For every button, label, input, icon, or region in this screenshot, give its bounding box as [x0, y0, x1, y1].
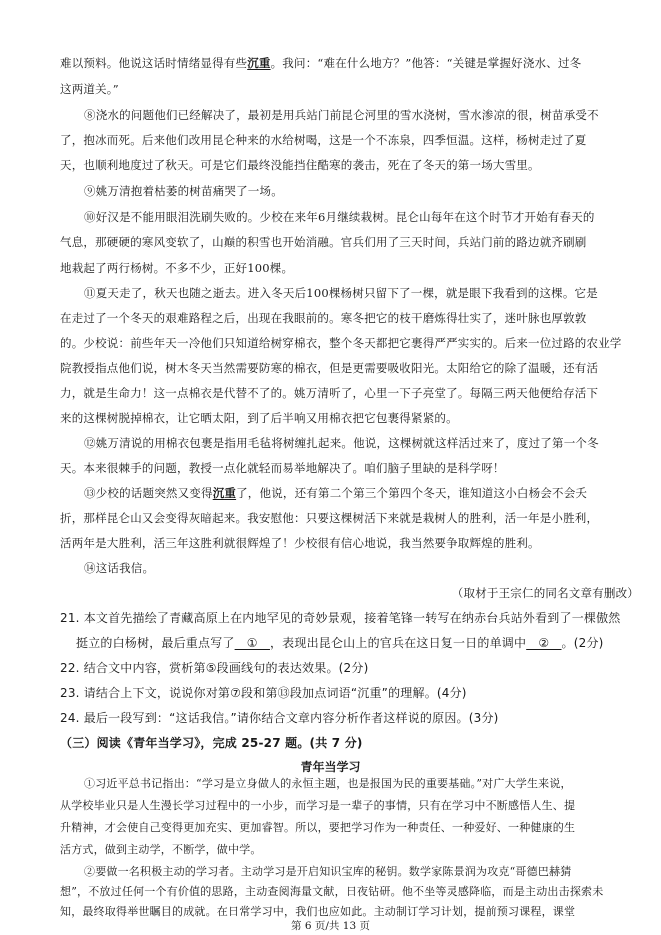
- story-line: 力，就是生命力！这一点棉衣是代替不了的。姚万清听了，心里一下子亮堂了。每隔三两天他便给存活下: [60, 386, 599, 400]
- article-line: 活方式，做到主动学，不断学，做中学。: [60, 843, 262, 856]
- story-line: 的。少校说：前些年天一冷他们只知道给树穿棉衣，整个冬天都把它裹得严严实实的。后来一位过路的农业学: [60, 336, 622, 350]
- story-line: 在走过了一个冬天的艰难路程之后，出现在我眼前的。寒冬把它的枝干磨炼得壮实了，迷叶脉也厚敦敦: [60, 311, 587, 325]
- story-line: 折，那样昆仑山又会变得灰暗起来。我安慰他：只要这棵树活下来就是栽树人的胜利，活一年是小胜利，: [60, 511, 599, 525]
- section-heading: （三）阅读《青年当学习》，完成 25-27 题。(共 7 分): [60, 736, 363, 750]
- story-line: [60, 56, 581, 70]
- emphasized-word: 沉重: [247, 56, 271, 70]
- story-line: 天。本来很棘手的问题，教授一点化就轻而易举地解决了。咱们脑子里缺的是科学呀！: [60, 461, 505, 475]
- answer-blank-2[interactable]: ②: [526, 636, 562, 650]
- story-line: 了，抱冰而死。后来他们改用昆仑种来的水给树喝，这是一个不冻泉，四季恒温。这样，杨树走过了夏: [60, 133, 587, 147]
- article-line: 从学校毕业只是人生漫长学习过程中的一小步，而学习是一辈子的事情，只有在学习中不断感悟人生、提: [60, 799, 576, 812]
- story-text: 难以预料。他说这话时情绪显得有些: [60, 56, 248, 70]
- page-footer: 第 6 页/共 13 页: [291, 920, 370, 932]
- article-line: ②要做一名积极主动的学习者。主动学习是开启知识宝库的秘钥。数学家陈景润为攻克“哥德巴赫猜: [84, 865, 572, 878]
- story-line: 活两年是大胜利，活三年这胜利就很辉煌了！少校很有信心地说，我当然要争取辉煌的胜利。: [60, 536, 540, 550]
- question-text: 挺立的白杨树，最后重点写了: [76, 636, 235, 650]
- article-title: 青年当学习: [300, 760, 361, 774]
- question-text: ，表现出昆仑山上的官兵在这日复一日的单调中: [269, 636, 527, 650]
- story-text: 了，他说，还有第二个第三个第四个冬天，谁知道这小白杨会不会夭: [236, 486, 588, 500]
- story-line: 天，也顺利地度过了秋天。可是它们最终没能挡住酷寒的袭击，死在了冬天的第一场大雪里。: [60, 158, 540, 172]
- question-21-line2: [76, 636, 604, 650]
- question-21-line1: 21. 本文首先描绘了青藏高原上在内地罕见的奇妙景观，接着笔锋一转写在纳赤台兵站外看到了一棵傲然: [60, 611, 621, 625]
- question-22: 22. 结合文中内容，赏析第⑤段画线句的表达效果。(2分): [60, 661, 369, 675]
- story-line: ⑩好汉是不能用眼泪洗刷失败的。少校在来年6月继续栽树。昆仑山每年在这个时节才开始有春天的: [84, 210, 595, 224]
- article-line: 想”，不放过任何一个有价值的思路，主动查阅海量文献，日夜钻研。他不坐等灵感降临，而是主动出击探索未: [60, 885, 604, 898]
- answer-blank-1[interactable]: ①: [234, 636, 270, 650]
- story-line: [84, 486, 587, 500]
- story-line: 来的这棵树脱掉棉衣，让它晒太阳，到了后半响又用棉衣把它包裹得紧紧的。: [60, 411, 458, 425]
- story-line: 地栽起了两行杨树。不多不少，正好100棵。: [60, 261, 294, 275]
- story-line: ⑪夏天走了，秋天也随之逝去。进入冬天后100棵杨树只留下了一棵，就是眼下我看到的这棵。它是: [84, 286, 598, 300]
- article-line: 升精神，才会使自己变得更加充实、更加睿智。所以，要把学习作为一种责任、一种爱好、一种健康的生: [60, 821, 576, 834]
- story-text: 。我问：“难在什么地方？”他答：“关键是掌握好浇水、过冬: [270, 56, 582, 70]
- question-23: 23. 请结合上下文，说说你对第⑦段和第⑬段加点词语“沉重”的理解。(4分): [60, 686, 467, 700]
- story-line: ⑭这话我信。: [84, 561, 155, 575]
- source-note: （取材于王宗仁的同名文章有删改）: [451, 586, 639, 600]
- story-text: ⑬少校的话题突然又变得: [84, 486, 213, 500]
- article-line: 知，最终取得举世瞩目的成就。在日常学习中，我们也应如此。主动制订学习计划，提前预习课程，课堂: [60, 905, 576, 918]
- story-line: 院教授指点他们说，树木冬天当然需要防寒的棉衣，但是更需要吸收阳光。太阳给它的除了温暖，还有活: [60, 361, 599, 375]
- story-line: 这两道关。”: [60, 82, 119, 96]
- emphasized-word: 沉重: [212, 486, 237, 500]
- story-line: ⑧浇水的问题他们已经解决了，最初是用兵站门前昆仑河里的雪水浇树，雪水渗凉的很，树苗承受不: [84, 108, 599, 122]
- question-24: 24. 最后一段写到：“这话我信。”请你结合文章内容分析作者这样说的原因。(3分): [60, 711, 499, 725]
- story-line: 气息，那硬硬的寒风变软了，山巅的积雪也开始消融。官兵们用了三天时间，兵站门前的路边就齐刷刷: [60, 235, 587, 249]
- story-line: ⑫姚万清说的用棉衣包裹是指用毛毡将树缠扎起来。他说，这棵树就这样活过来了，度过了第一个冬: [84, 436, 599, 450]
- article-line: ①习近平总书记指出：“学习是立身做人的永恒主题，也是报国为民的重要基础。”对广大学生来说，: [84, 777, 572, 790]
- question-score: 。(2分): [561, 636, 604, 650]
- story-line: ⑨姚万清抱着枯萎的树苗痛哭了一场。: [84, 184, 283, 198]
